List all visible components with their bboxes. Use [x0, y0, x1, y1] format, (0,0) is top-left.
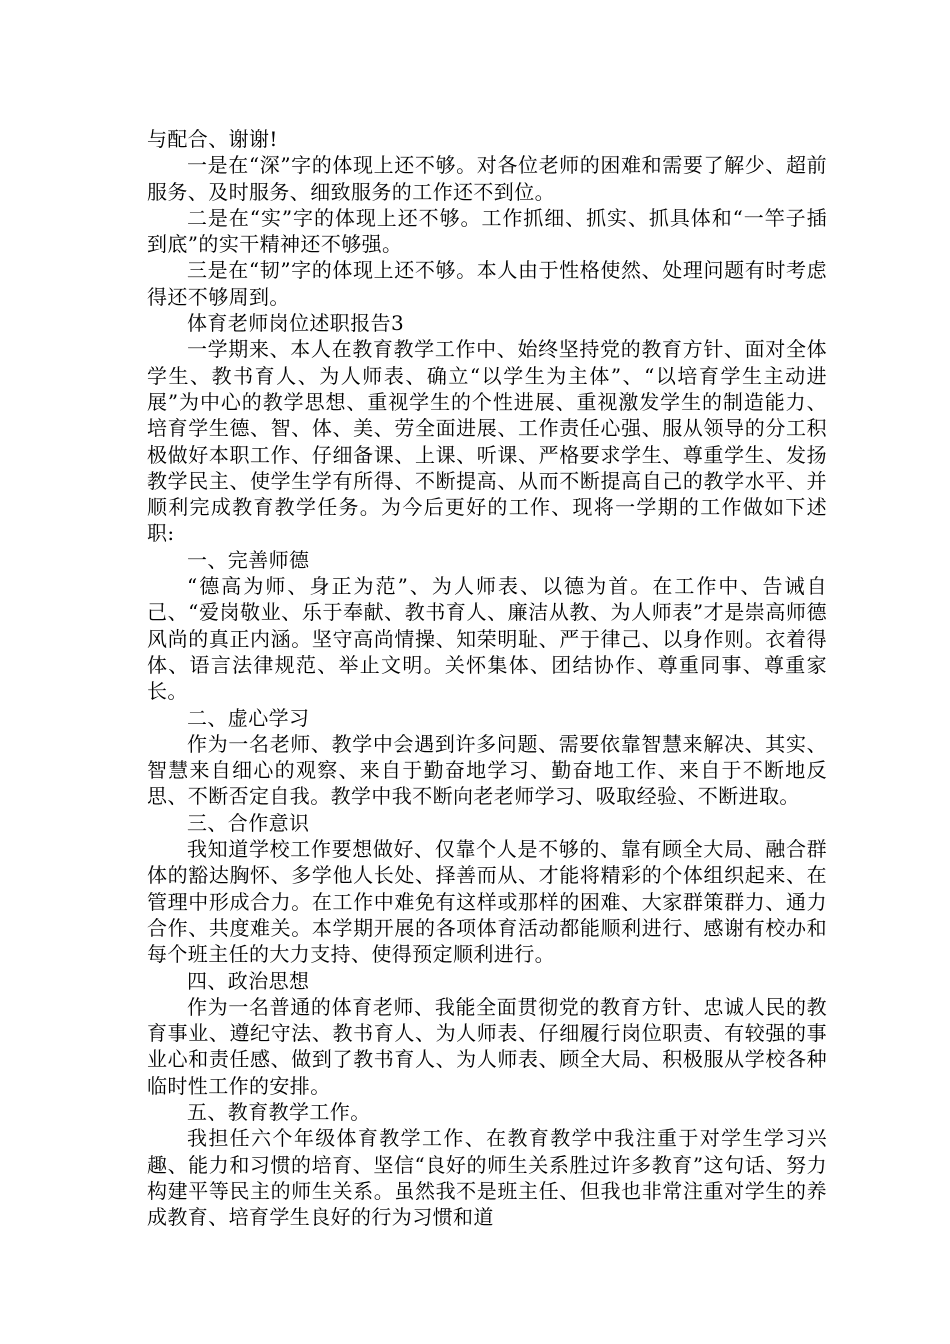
- paragraph-politics: 作为一名普通的体育老师、我能全面贯彻党的教育方针、忠诚人民的教育事业、遵纪守法、教书育人、为人师表、仔细履行岗位职责、有较强的事业心和责任感、做到了教书育人、为人师表、顾全大局、积极服从学校各种临时性工作的安排。: [147, 994, 827, 1098]
- heading-politics: 四、政治思想: [187, 968, 310, 993]
- paragraph-learning: 作为一名老师、教学中会遇到许多问题、需要依靠智慧来解决、其实、智慧来自细心的观察、来自于勤奋地学习、勤奋地工作、来自于不断地反思、不断否定自我。教学中我不断向老老师学习、吸取经验、不断进取。: [147, 731, 827, 809]
- heading-cooperation: 三、合作意识: [187, 810, 310, 835]
- paragraph-cooperation: 我知道学校工作要想做好、仅靠个人是不够的、靠有顾全大局、融合群体的豁达胸怀、多学他人长处、择善而从、才能将精彩的个体组织起来、在管理中形成合力。在工作中难免有这样或那样的困难、大家群策群力、通力合作、共度难关。本学期开展的各项体育活动都能顺利进行、感谢有校办和每个班主任的大力支持、使得预定顺利进行。: [147, 837, 827, 967]
- heading-ethics: 一、完善师德: [187, 547, 310, 572]
- paragraph-continued: 与配合、谢谢!: [147, 127, 278, 151]
- paragraph-intro: 一学期来、本人在教育教学工作中、始终坚持党的教育方针、面对全体学生、教书育人、为人师表、确立“以学生为主体”、“以培育学生主动进展”为中心的教学思想、重视学生的个性进展、重视激发学生的制造能力、培育学生德、智、体、美、劳全面进展、工作责任心强、服从领导的分工积极做好本职工作、仔细备课、上课、听课、严格要求学生、尊重学生、发扬教学民主、使学生学有所得、不断提高、从而不断提高自己的教学水平、并顺利完成教育教学任务。为今后更好的工作、现将一学期的工作做如下述职:: [147, 337, 827, 546]
- paragraph-shortcoming-practical: 二是在“实”字的体现上还不够。工作抓细、抓实、抓具体和“一竿子插到底”的实干精神还不够强。: [147, 205, 827, 257]
- paragraph-ethics: “德高为师、身正为范”、为人师表、以德为首。在工作中、告诫自己、“爱岗敬业、乐于奉献、教书育人、廉洁从教、为人师表”才是崇高师德风尚的真正内涵。坚守高尚情操、知荣明耻、严于律己、以身作则。衣着得体、语言法律规范、举止文明。关怀集体、团结协作、尊重同事、尊重家长。: [147, 574, 827, 704]
- paragraph-teaching: 我担任六个年级体育教学工作、在教育教学中我注重于对学生学习兴趣、能力和习惯的培育、坚信“良好的师生关系胜过许多教育”这句话、努力构建平等民主的师生关系。虽然我不是班主任、但我也非常注重对学生的养成教育、培育学生良好的行为习惯和道: [147, 1126, 827, 1230]
- heading-teaching: 五、教育教学工作。: [187, 1099, 371, 1124]
- document-page: [147, 126, 827, 1230]
- heading-learning: 二、虚心学习: [187, 705, 310, 730]
- paragraph-shortcoming-tenacity: 三是在“韧”字的体现上还不够。本人由于性格使然、处理问题有时考虑得还不够周到。: [147, 258, 827, 309]
- section-title-report-3: 体育老师岗位述职报告3: [187, 311, 405, 336]
- paragraph-shortcoming-deep: 一是在“深”字的体现上还不够。对各位老师的困难和需要了解少、超前服务、及时服务、细致服务的工作还不到位。: [147, 153, 827, 204]
